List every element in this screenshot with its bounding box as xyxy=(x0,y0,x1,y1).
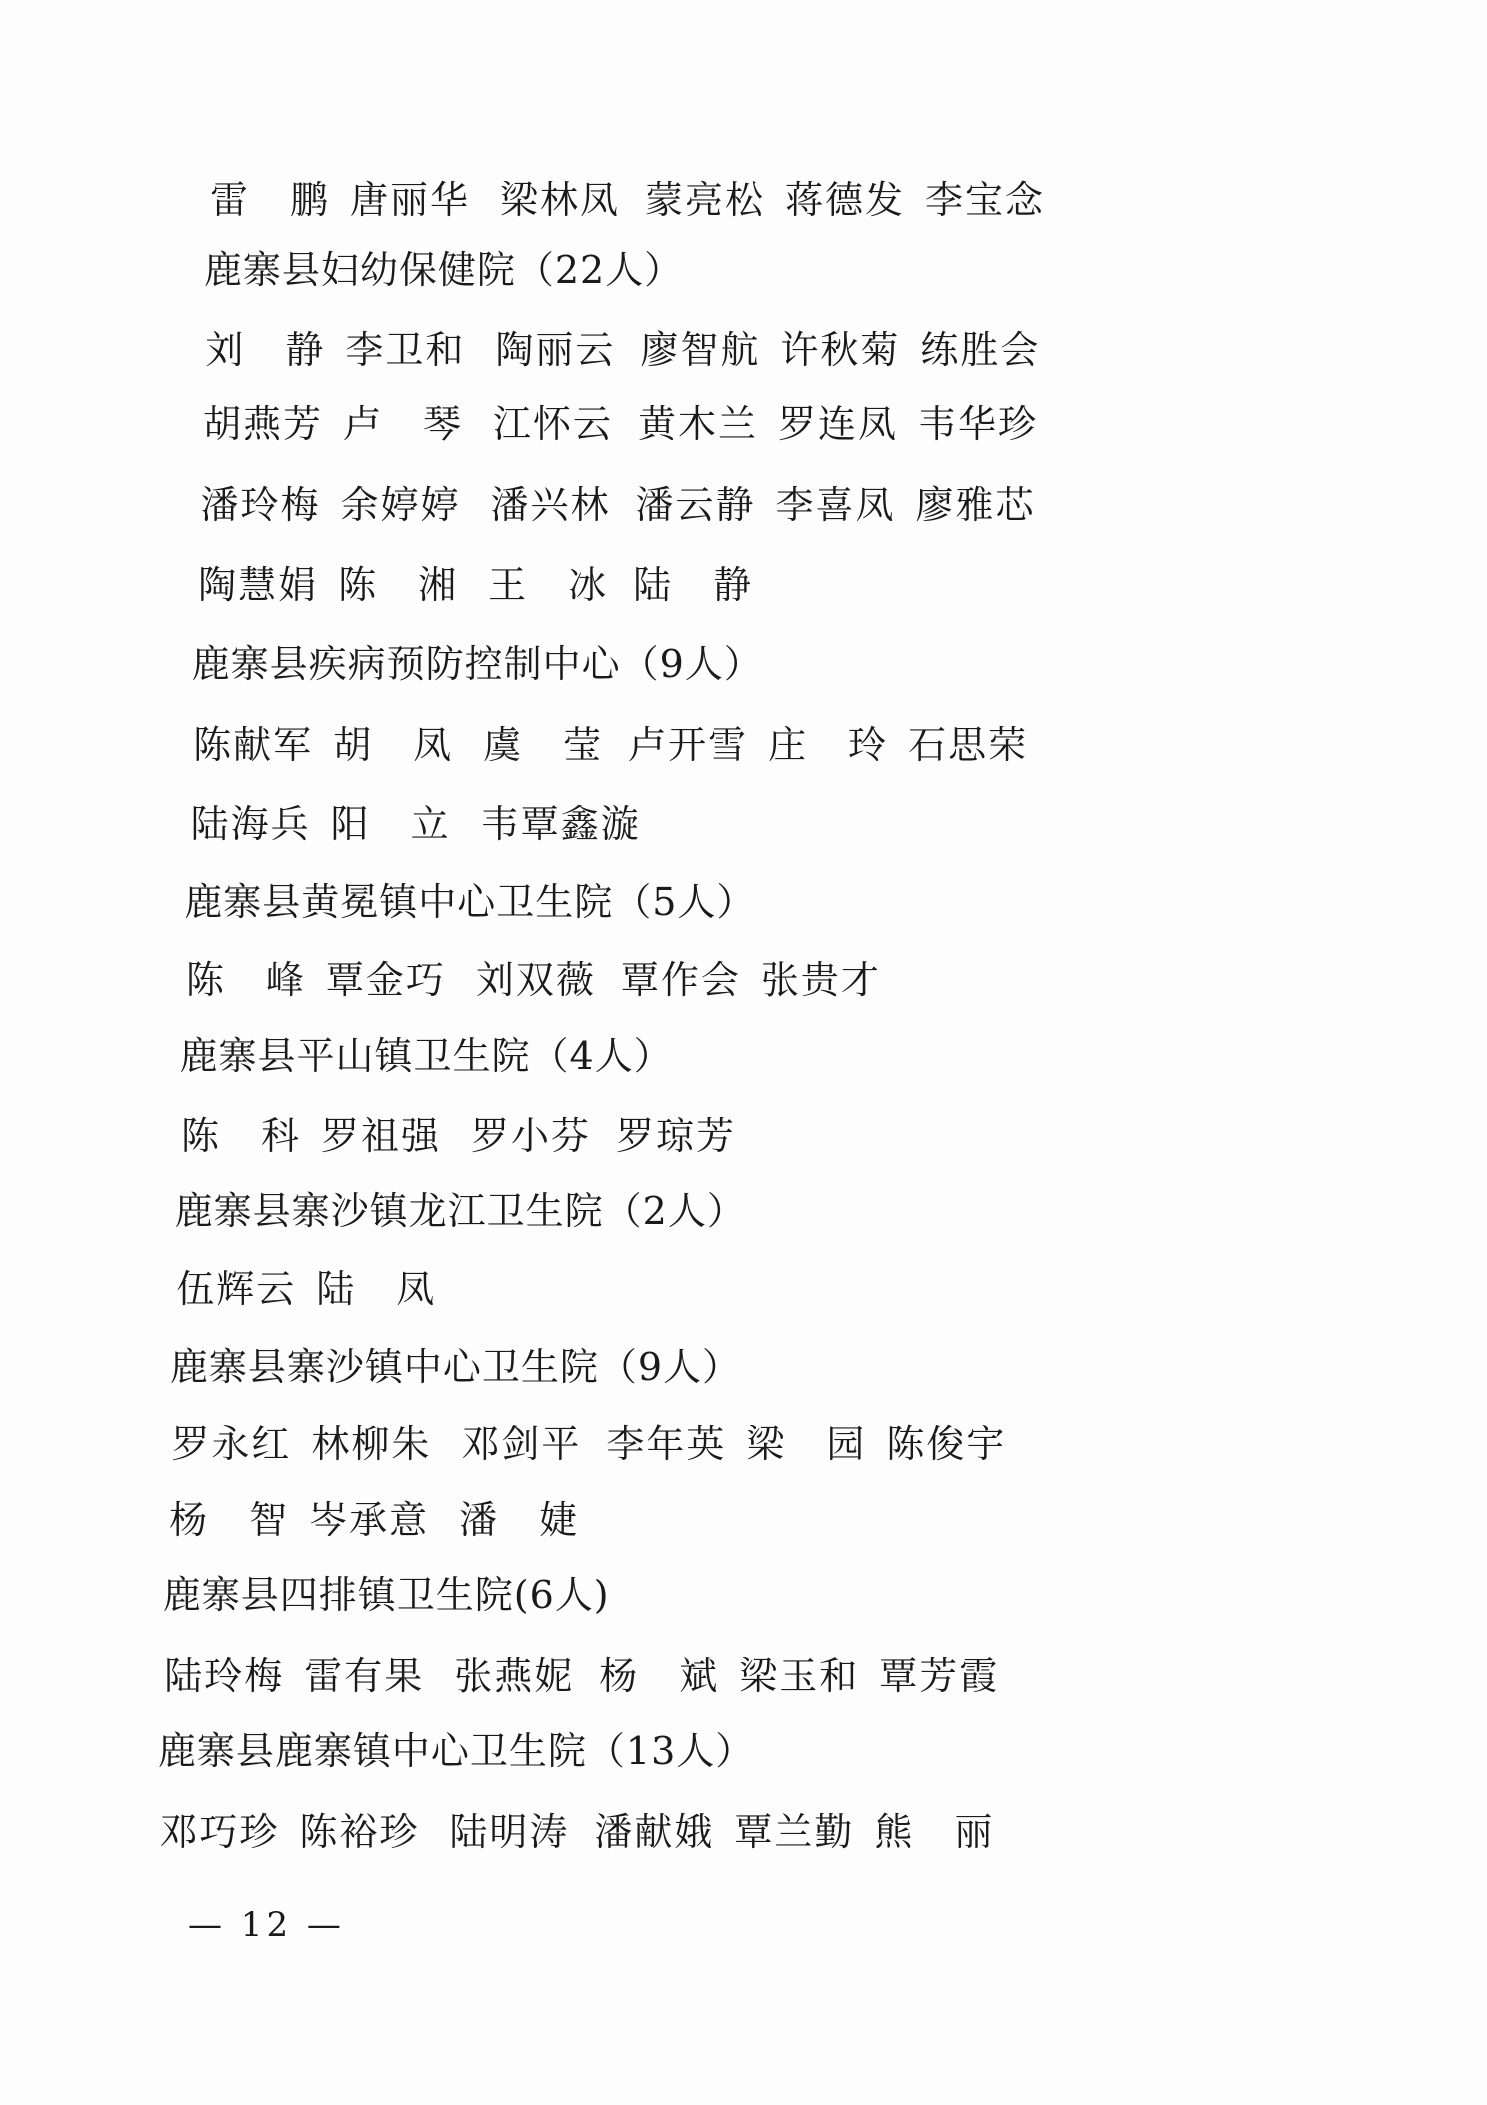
person-name: 虞 莹 xyxy=(483,723,604,767)
person-name: 潘云静 xyxy=(635,483,756,527)
person-name: 刘 静 xyxy=(205,328,326,372)
person-name: 李喜凤 xyxy=(775,483,896,527)
person-name: 梁 园 xyxy=(746,1422,867,1466)
person-name: 韦华珍 xyxy=(918,402,1039,446)
section-heading-line xyxy=(0,1032,1487,1092)
person-name: 胡燕芳 xyxy=(203,402,324,446)
person-name: 陈献军 xyxy=(193,723,314,767)
person-name: 梁玉和 xyxy=(739,1654,860,1698)
person-name: 杨 智 xyxy=(169,1498,290,1542)
person-name: 岑承意 xyxy=(309,1498,430,1542)
section-heading-line xyxy=(0,1727,1487,1787)
section-heading-line xyxy=(0,640,1487,700)
person-name: 王 冰 xyxy=(488,563,609,607)
page-number: — 12 — xyxy=(188,1905,345,1945)
person-name: 陈裕珍 xyxy=(299,1810,420,1854)
person-name: 林柳朱 xyxy=(311,1422,432,1466)
name-row xyxy=(0,1265,1487,1325)
person-name: 陶丽云 xyxy=(495,328,616,372)
person-name: 潘献娥 xyxy=(594,1810,715,1854)
person-name: 练胜会 xyxy=(920,328,1041,372)
person-name: 罗永红 xyxy=(171,1422,292,1466)
section-heading-line xyxy=(0,1343,1487,1403)
person-name: 陆 静 xyxy=(633,563,754,607)
person-name: 黄木兰 xyxy=(638,402,759,446)
person-name: 罗小芬 xyxy=(470,1114,591,1158)
person-name: 邓巧珍 xyxy=(159,1810,280,1854)
name-row xyxy=(0,1496,1487,1556)
person-name: 陈俊宇 xyxy=(886,1422,1007,1466)
person-name: 伍辉云 xyxy=(176,1267,297,1311)
person-name: 陶慧娟 xyxy=(198,563,319,607)
person-name: 潘 婕 xyxy=(459,1498,580,1542)
name-row xyxy=(0,1420,1487,1480)
section-heading: 鹿寨县鹿寨镇中心卫生院（13人） xyxy=(157,1729,755,1773)
person-name: 石思荣 xyxy=(908,723,1029,767)
person-name: 陈 科 xyxy=(180,1114,301,1158)
person-name: 刘双薇 xyxy=(475,958,596,1002)
person-name: 梁林凤 xyxy=(500,178,621,222)
person-name: 许秋菊 xyxy=(780,328,901,372)
person-name: 覃兰勤 xyxy=(734,1810,855,1854)
person-name: 卢 琴 xyxy=(343,402,464,446)
person-name: 罗连凤 xyxy=(778,402,899,446)
person-name: 罗琼芳 xyxy=(615,1114,736,1158)
person-name: 陆明涛 xyxy=(449,1810,570,1854)
person-name: 覃芳霞 xyxy=(879,1654,1000,1698)
person-name: 潘兴林 xyxy=(490,483,611,527)
person-name: 张燕妮 xyxy=(454,1654,575,1698)
person-name: 余婷婷 xyxy=(340,483,461,527)
name-row xyxy=(0,721,1487,781)
name-row xyxy=(0,800,1487,860)
person-name: 杨 斌 xyxy=(599,1654,720,1698)
section-heading: 鹿寨县疾病预防控制中心（9人） xyxy=(191,642,763,686)
person-name: 李宝念 xyxy=(925,178,1046,222)
name-row xyxy=(0,481,1487,541)
person-name: 阳 立 xyxy=(330,802,451,846)
person-name: 廖雅芯 xyxy=(915,483,1036,527)
name-row xyxy=(0,400,1487,460)
person-name: 罗祖强 xyxy=(320,1114,441,1158)
person-name: 韦覃鑫漩 xyxy=(480,802,641,846)
section-heading: 鹿寨县四排镇卫生院(6人) xyxy=(162,1573,610,1617)
person-name: 潘玲梅 xyxy=(200,483,321,527)
person-name: 覃金巧 xyxy=(325,958,446,1002)
person-name: 蒋德发 xyxy=(785,178,906,222)
section-heading-line xyxy=(0,1571,1487,1631)
section-heading: 鹿寨县平山镇卫生院（4人） xyxy=(179,1034,673,1078)
name-row xyxy=(0,956,1487,1016)
person-name: 李年英 xyxy=(606,1422,727,1466)
person-name: 雷有果 xyxy=(304,1654,425,1698)
person-name: 李卫和 xyxy=(345,328,466,372)
person-name: 覃作会 xyxy=(620,958,741,1002)
person-name: 廖智航 xyxy=(640,328,761,372)
section-heading-line xyxy=(0,1187,1487,1247)
name-row xyxy=(0,326,1487,386)
person-name: 陆玲梅 xyxy=(164,1654,285,1698)
person-name: 雷 鹏 xyxy=(210,178,331,222)
person-name: 唐丽华 xyxy=(350,178,471,222)
name-row xyxy=(0,1112,1487,1172)
section-heading: 鹿寨县寨沙镇中心卫生院（9人） xyxy=(169,1345,741,1389)
person-name: 陈 峰 xyxy=(185,958,306,1002)
person-name: 张贵才 xyxy=(760,958,881,1002)
name-row xyxy=(0,176,1487,236)
name-row xyxy=(0,1652,1487,1712)
person-name: 庄 玲 xyxy=(768,723,889,767)
section-heading-line xyxy=(0,246,1487,306)
person-name: 陆海兵 xyxy=(190,802,311,846)
person-name: 邓剑平 xyxy=(461,1422,582,1466)
section-heading: 鹿寨县妇幼保健院（22人） xyxy=(203,248,684,292)
name-row xyxy=(0,561,1487,621)
person-name: 卢开雪 xyxy=(628,723,749,767)
name-row xyxy=(0,1808,1487,1868)
person-name: 蒙亮松 xyxy=(645,178,766,222)
person-name: 江怀云 xyxy=(493,402,614,446)
person-name: 陈 湘 xyxy=(338,563,459,607)
person-name: 熊 丽 xyxy=(874,1810,995,1854)
section-heading-line xyxy=(0,878,1487,938)
person-name: 胡 凤 xyxy=(333,723,454,767)
section-heading: 鹿寨县黄冕镇中心卫生院（5人） xyxy=(184,880,756,924)
section-heading: 鹿寨县寨沙镇龙江卫生院（2人） xyxy=(174,1189,746,1233)
person-name: 陆 凤 xyxy=(316,1267,437,1311)
